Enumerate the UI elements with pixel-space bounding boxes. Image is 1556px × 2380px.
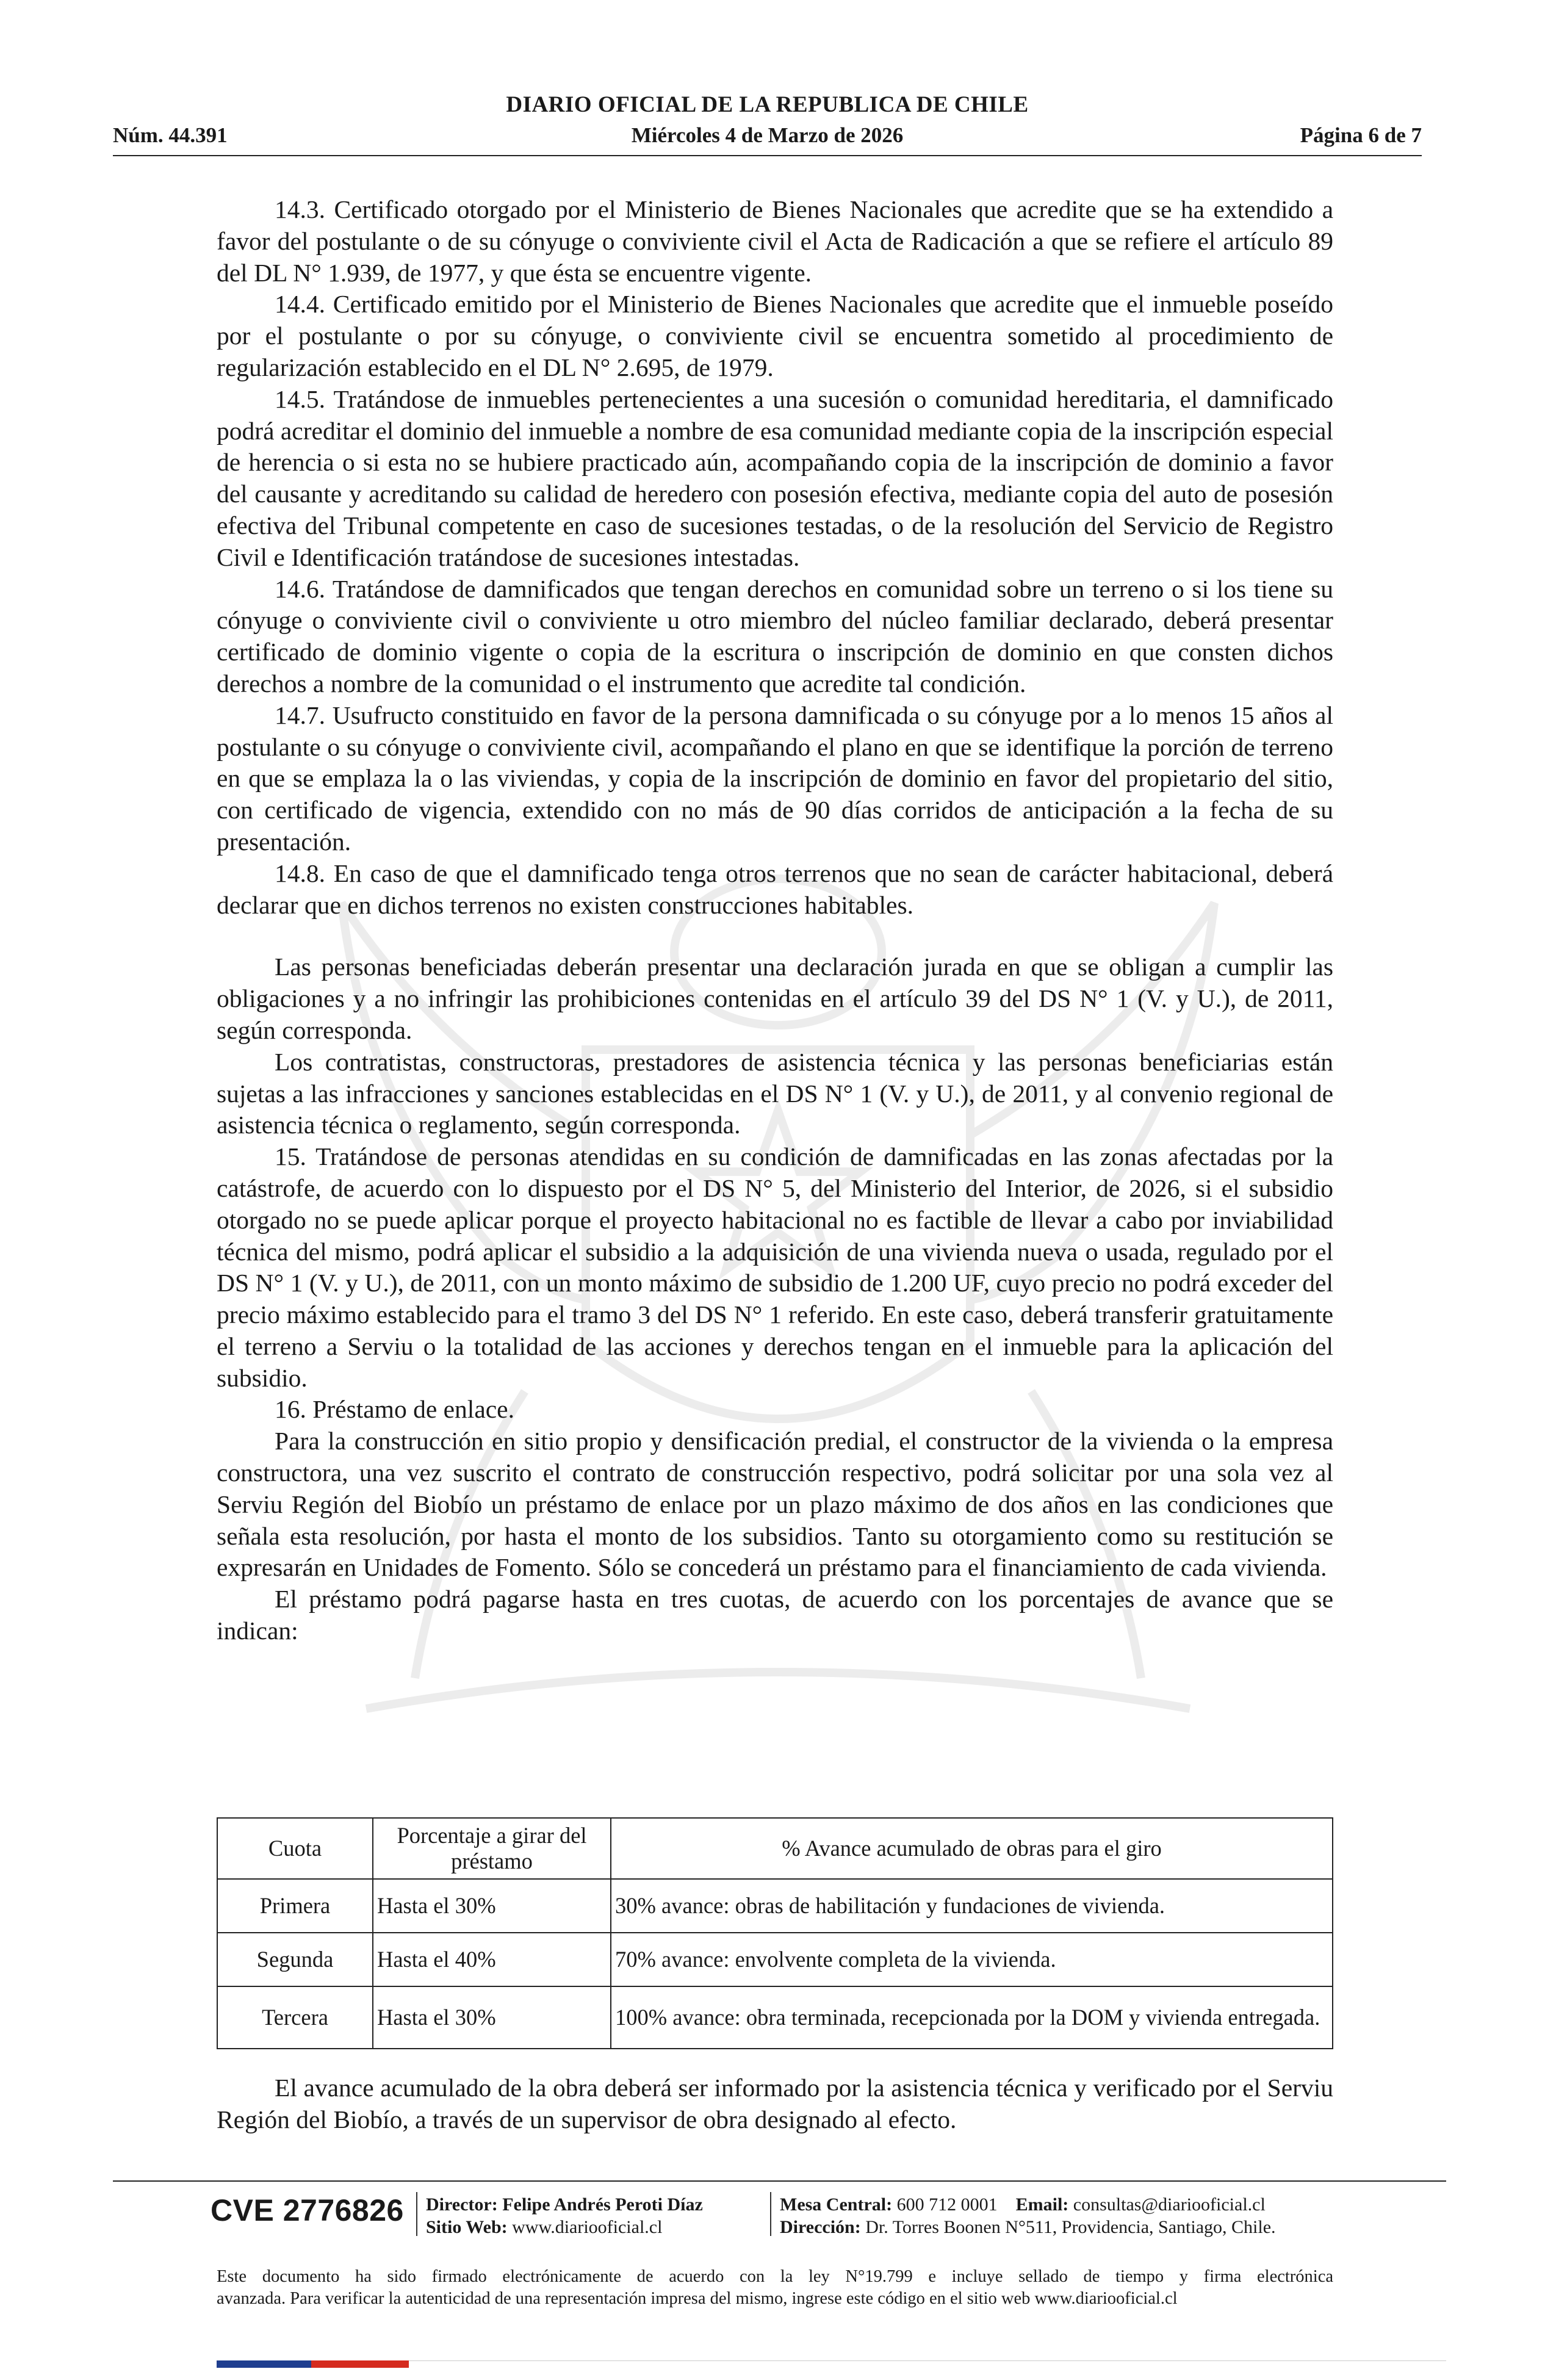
paragraph-15: 15. Tratándose de personas atendidas en su condición de damnificadas en las zonas afectadas por la catástrofe, de acuerdo con lo dispuesto por el DS N° 5, del Ministerio del Interior, de 2026, si el subsidio otorgado no se puede aplicar porque el proyecto habitacional no es factible de llevar a cabo por inviabilidad técnica del mismo, podrá aplicar el subsidio a la adquisición de una vivienda nueva o usada, regulado por el DS N° 1 (V. y U.), de 2011, con un monto máximo de subsidio de 1.200 UF, cuyo precio no podrá exceder del precio máximo establecido para el tramo 3 del DS N° 1 referido. En este caso, deberá transferir gratuitamente el terreno a Serviu o la totalidad de las acciones y derechos tengan en el inmueble para la aplicación del subsidio. bbox=[217, 1142, 1333, 1392]
paragraph-16-heading: 16. Préstamo de enlace. bbox=[275, 1395, 514, 1424]
director-name: Felipe Andrés Peroti Díaz bbox=[502, 2194, 703, 2215]
table-cell: Hasta el 30% bbox=[373, 1879, 611, 1933]
director-label: Director: bbox=[426, 2194, 498, 2215]
paragraph-14-4: 14.4. Certificado emitido por el Ministerio de Bienes Nacionales que acredite que el inmueble poseído por el postulante o por su cónyuge, o conviviente civil se encuentra sometido al procedimiento de regularización establecido en el DL N° 2.695, de 1979. bbox=[217, 290, 1333, 381]
table-cell: Hasta el 30% bbox=[373, 1986, 611, 2049]
paragraph-avance: El avance acumulado de la obra deberá ser informado por la asistencia técnica y verificado por el Serviu Región del Biobío, a través de un supervisor de obra designado al efecto. bbox=[217, 2074, 1333, 2133]
footer-divider bbox=[113, 2180, 1446, 2182]
paragraph-contratistas: Los contratistas, constructoras, prestadores de asistencia técnica y las personas beneficiarias están sujetas a las infracciones y sanciones establecidas en el DS N° 1 (V. y U.), de 2011, y al convenio regional de asistencia técnica o reglamento, según corresponda. bbox=[217, 1047, 1333, 1139]
legal-line: avanzada. Para verificar la autenticidad de una representación impresa del mismo, ingrese este código en el sitio web www.diariooficial.cl bbox=[217, 2289, 1178, 2308]
table-cell: Segunda bbox=[217, 1933, 373, 1986]
footer-director-block bbox=[426, 2193, 703, 2238]
paragraph-14-5: 14.5. Tratándose de inmuebles pertenecientes a una sucesión o comunidad hereditaria, el damnificado podrá acreditar el dominio del inmueble a nombre de esa comunidad mediante copia de la inscripción especial de herencia o si esta no se hubiere practicado aún, acompañando copia de la inscripción de dominio a favor del causante y acreditando su calidad de heredero con posesión efectiva, mediante copia del auto de posesión efectiva del Tribunal competente en caso de sucesiones testadas, o de la resolución del Servicio de Registro Civil e Identificación tratándose de sucesiones intestadas. bbox=[217, 384, 1333, 571]
web-label: Sitio Web: bbox=[426, 2217, 508, 2237]
legal-notice bbox=[217, 2266, 1333, 2310]
table-cell: 30% avance: obras de habilitación y fundaciones de vivienda. bbox=[611, 1879, 1333, 1933]
table-header-cell: Cuota bbox=[217, 1818, 373, 1879]
document-body bbox=[217, 194, 1333, 1647]
flag-stripe-blue bbox=[217, 2360, 311, 2368]
table-row bbox=[217, 1986, 1333, 2049]
website-link[interactable]: www.diariooficial.cl bbox=[512, 2217, 663, 2237]
flag-stripe-red bbox=[311, 2360, 409, 2368]
installments-table bbox=[217, 1817, 1333, 2049]
cve-code: CVE 2776826 bbox=[211, 2193, 404, 2227]
page-header bbox=[113, 92, 1422, 153]
address-label: Dirección: bbox=[780, 2217, 861, 2237]
email-label: Email: bbox=[1015, 2194, 1069, 2215]
paragraph-cuotas: El préstamo podrá pagarse hasta en tres cuotas, de acuerdo con los porcentajes de avance que se indican: bbox=[217, 1585, 1333, 1645]
table-cell: 70% avance: envolvente completa de la vivienda. bbox=[611, 1933, 1333, 1986]
issue-date: Miércoles 4 de Marzo de 2026 bbox=[631, 123, 904, 147]
footer-separator bbox=[770, 2192, 771, 2236]
paragraph-14-6: 14.6. Tratándose de damnificados que tengan derechos en comunidad sobre un terreno o si los tiene su cónyuge o conviviente civil o conviviente u otro miembro del núcleo familiar declarado, deberá presentar certificado de dominio vigente o copia de la escritura o inscripción de dominio en que consten dichos derechos a nombre de la comunidad o el instrumento que acredite tal condición. bbox=[217, 574, 1333, 698]
closing-section bbox=[217, 2072, 1333, 2136]
email-link[interactable]: consultas@diariooficial.cl bbox=[1073, 2194, 1266, 2215]
table-header-cell: % Avance acumulado de obras para el giro bbox=[611, 1818, 1333, 1879]
table-header-cell: Porcentaje a girar del préstamo bbox=[373, 1818, 611, 1879]
table-cell: 100% avance: obra terminada, recepcionada por la DOM y vivienda entregada. bbox=[611, 1986, 1333, 2049]
table-cell: Primera bbox=[217, 1879, 373, 1933]
legal-line: Este documento ha sido firmado electrónicamente de acuerdo con la ley N°19.799 e incluye sellado de tiempo y firma electrónica bbox=[217, 2267, 1333, 2286]
table-header-row bbox=[217, 1818, 1333, 1879]
table-row bbox=[217, 1879, 1333, 1933]
header-divider bbox=[113, 155, 1422, 156]
page-number: Página 6 de 7 bbox=[1300, 123, 1422, 147]
phone-number: 600 712 0001 bbox=[896, 2194, 998, 2215]
paragraph-14-8: 14.8. En caso de que el damnificado tenga otros terrenos que no sean de carácter habitacional, deberá declarar que en dichos terrenos no existen construcciones habitables. bbox=[217, 859, 1333, 919]
newspaper-title: DIARIO OFICIAL DE LA REPUBLICA DE CHILE bbox=[506, 92, 1029, 117]
table-cell: Tercera bbox=[217, 1986, 373, 2049]
address-value: Dr. Torres Boonen N°511, Providencia, Santiago, Chile. bbox=[865, 2217, 1276, 2237]
mesa-label: Mesa Central: bbox=[780, 2194, 893, 2215]
table-cell: Hasta el 40% bbox=[373, 1933, 611, 1986]
table-row bbox=[217, 1933, 1333, 1986]
footer-separator bbox=[416, 2192, 417, 2236]
paragraph-prestamo: Para la construcción en sitio propio y densificación predial, el constructor de la vivienda o la empresa constructora, una vez suscrito el contrato de construcción respectivo, podrá solicitar por una sola vez al Serviu Región del Biobío un préstamo de enlace por un plazo máximo de dos años en las condiciones que señala esta resolución, por hasta el monto de los subsidios. Tanto su otorgamiento como su restitución se expresarán en Unidades de Fomento. Sólo se concederá un préstamo para el financiamiento de cada vivienda. bbox=[217, 1427, 1333, 1582]
paragraph-14-7: 14.7. Usufructo constituido en favor de la persona damnificada o su cónyuge por a lo menos 15 años al postulante o su cónyuge o conviviente civil, acompañando el plano en que se identifique la porción de terreno en que se emplaza la o las viviendas, y copia de la inscripción de dominio en favor del propietario del sitio, con certificado de vigencia, extendido con no más de 90 días corridos de anticipación a la fecha de su presentación. bbox=[217, 701, 1333, 856]
footer-contact-block bbox=[780, 2193, 1276, 2238]
issue-number: Núm. 44.391 bbox=[113, 123, 228, 147]
paragraph-declaracion: Las personas beneficiadas deberán presentar una declaración jurada en que se obligan a cumplir las obligaciones y a no infringir las prohibiciones contenidas en el artículo 39 del DS N° 1 (V. y U.), de 2011, según corresponda. bbox=[217, 953, 1333, 1044]
paragraph-14-3: 14.3. Certificado otorgado por el Ministerio de Bienes Nacionales que acredite que se ha extendido a favor del postulante o de su cónyuge o conviviente civil el Acta de Radicación a que se refiere el artículo 89 del DL N° 1.939, de 1977, y que ésta se encuentre vigente. bbox=[217, 195, 1333, 287]
